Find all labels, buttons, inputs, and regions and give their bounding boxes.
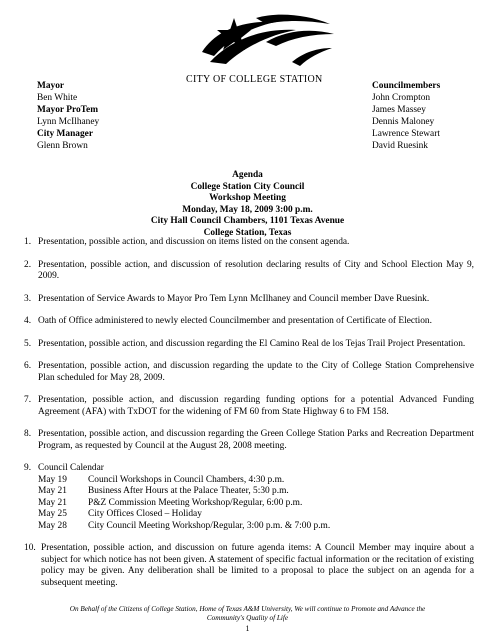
official-name: Lynn McIlhaney	[37, 117, 100, 128]
calendar-date: May 28	[38, 520, 67, 531]
item-number: 8.	[24, 429, 32, 439]
agenda-item	[24, 260, 474, 283]
official-title: Mayor	[37, 81, 65, 91]
agenda-item	[24, 339, 474, 351]
council-name: Lawrence Stewart	[372, 129, 440, 140]
councilmembers-right	[372, 80, 440, 153]
item-number: 2.	[24, 259, 32, 270]
item-number: 10.	[24, 543, 36, 553]
item-number: 7.	[24, 395, 32, 405]
agenda-heading-line: College Station, Texas	[203, 227, 292, 238]
officials-left	[37, 80, 99, 153]
item-number: 3.	[24, 293, 32, 304]
city-logo-text: CITY OF COLLEGE STATION	[186, 74, 323, 85]
item-number: 1.	[24, 237, 32, 247]
item-text: Presentation, possible action, and discussion regarding the El Camino Real de los Tejas Trail Project Presentation.	[38, 338, 466, 349]
item-number: 4.	[24, 316, 32, 326]
council-name: James Massey	[372, 105, 426, 116]
agenda-item	[24, 429, 474, 452]
calendar-title: Council Calendar	[38, 463, 104, 473]
city-logo-icon	[196, 12, 336, 72]
official-name: Glenn Brown	[37, 141, 88, 152]
item-text: Presentation, possible action, and discussion on items listed on the consent agenda.	[38, 237, 350, 247]
item-text: Presentation, possible action, and discussion regarding the update to the City of College Station Comprehensive Plan scheduled for May 28, 2009.	[38, 361, 474, 383]
item-text: Oath of Office administered to newly elected Councilmember and presentation of Certificate of Election.	[38, 316, 432, 326]
calendar-event: Business After Hours at the Palace Theater, 5:30 p.m.	[88, 486, 289, 496]
calendar-date: May 19	[38, 474, 67, 485]
item-text: Presentation, possible action, and discussion on future agenda items: A Council Member may inquire about a subject for which notice has not been given. A statement of specific factual information or the recitation of existing policy may be given. Any deliberation shall be limited to a proposal to place the subject on an agenda for a subsequent meeting.	[41, 543, 474, 588]
council-name: David Ruesink	[372, 141, 428, 152]
calendar-event: Council Workshops in Council Chambers, 4:30 p.m.	[88, 474, 285, 485]
calendar-event: City Offices Closed – Holiday	[88, 509, 202, 519]
agenda-item	[24, 543, 474, 589]
page-number: 1	[245, 624, 250, 633]
calendar-date: May 21	[38, 497, 67, 508]
item-text: Presentation, possible action, and discussion regarding funding options for a potential Advanced Funding Agreement (AFA) with TxDOT for the widening of FM 60 from State Highway 6 to FM 158.	[38, 395, 474, 417]
item-number: 6.	[24, 361, 32, 371]
agenda-heading-line: College Station City Council	[190, 181, 305, 192]
item-text: Presentation, possible action, and discussion regarding the Green College Station Parks and Recreation Department Program, as requested by Council at the August 28, 2008 meeting.	[38, 429, 474, 451]
footer-line: On Behalf of the Citizens of College Station, Home of Texas A&M University, We will continue to Promote and Advance the	[69, 605, 426, 613]
calendar-entry	[38, 486, 474, 498]
item-number: 5.	[24, 338, 32, 349]
official-name: Ben White	[37, 93, 78, 104]
calendar-event: P&Z Commission Meeting Workshop/Regular, 6:00 p.m.	[88, 497, 303, 508]
agenda-item	[24, 316, 474, 328]
calendar-date: May 21	[38, 486, 67, 496]
council-name: Dennis Maloney	[372, 117, 435, 128]
item-number: 9.	[24, 463, 32, 473]
calendar-entry	[38, 475, 474, 487]
calendar-entry	[38, 498, 474, 510]
agenda-item	[24, 361, 474, 384]
calendar-list	[38, 475, 474, 533]
agenda-heading-line: Monday, May 18, 2009 3:00 p.m.	[182, 204, 313, 215]
official-title: Mayor ProTem	[37, 105, 99, 116]
official-title: City Manager	[37, 129, 93, 140]
footer-line: Community's Quality of Life	[206, 614, 289, 622]
calendar-event: City Council Meeting Workshop/Regular, 3:00 p.m. & 7:00 p.m.	[88, 520, 331, 531]
council-calendar	[24, 463, 474, 532]
item-text: Presentation, possible action, and discussion of resolution declaring results of City and School Election May 9, 2009.	[38, 259, 474, 281]
calendar-date: May 25	[38, 509, 67, 519]
agenda-item	[24, 395, 474, 418]
item-text: Presentation of Service Awards to Mayor Pro Tem Lynn McIlhaney and Council member Dave Ruesink.	[38, 293, 430, 304]
agenda-heading-line: Workshop Meeting	[209, 193, 286, 203]
agenda-heading-line: Agenda	[232, 170, 263, 180]
council-name: John Crompton	[372, 93, 431, 104]
agenda-item	[24, 237, 474, 249]
agenda-heading	[0, 170, 495, 239]
agenda-heading-line: City Hall Council Chambers, 1101 Texas Avenue	[150, 216, 345, 226]
calendar-entry	[38, 521, 474, 533]
calendar-entry	[38, 509, 474, 521]
footer-mission	[20, 605, 475, 623]
council-title: Councilmembers	[372, 81, 441, 91]
agenda-item	[24, 294, 474, 306]
agenda-items	[24, 237, 474, 600]
